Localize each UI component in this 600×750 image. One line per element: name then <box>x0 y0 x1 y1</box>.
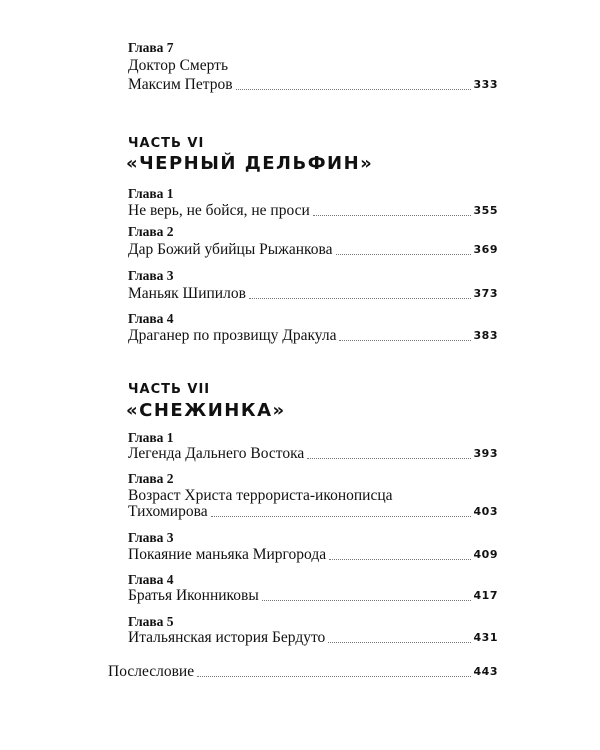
dot-leader <box>197 675 470 677</box>
chapter-title: Итальянская история Бердуто <box>128 629 326 646</box>
chapter-label: Глава 1 <box>128 186 174 201</box>
toc-entry[interactable] <box>128 284 498 304</box>
page-number: 431 <box>473 631 498 644</box>
part-label: ЧАСТЬ VII <box>128 382 211 397</box>
dot-leader <box>262 599 471 601</box>
toc-entry[interactable] <box>128 502 498 522</box>
chapter-title: Маньяк Шипилов <box>128 285 246 302</box>
chapter-title: Легенда Дальнего Востока <box>128 445 305 462</box>
chapter-title: Тихомирова <box>128 503 208 520</box>
chapter-title: Братья Иконниковы <box>128 587 259 604</box>
dot-leader <box>249 297 471 299</box>
page-number: 333 <box>473 78 498 91</box>
dot-leader <box>313 214 471 216</box>
chapter-label: Глава 4 <box>128 572 174 587</box>
dot-leader <box>211 515 471 517</box>
afterword-title: Послесловие <box>108 663 195 680</box>
page-number: 373 <box>473 287 498 300</box>
chapter-title: Драганер по прозвищу Дракула <box>128 327 337 344</box>
page-number: 369 <box>473 243 498 256</box>
toc-entry[interactable] <box>128 628 498 648</box>
toc-entry[interactable] <box>128 75 498 95</box>
page-number: 443 <box>473 665 498 678</box>
toc-entry[interactable] <box>128 586 498 606</box>
toc-entry[interactable] <box>128 444 498 464</box>
chapter-title: Дар Божий убийцы Рыжанкова <box>128 241 333 258</box>
dot-leader <box>329 558 470 560</box>
page-number: 355 <box>473 204 498 217</box>
chapter-title: Не верь, не бойся, не проси <box>128 202 310 219</box>
dot-leader <box>236 88 471 90</box>
chapter-label: Глава 5 <box>128 614 174 629</box>
page-number: 383 <box>473 329 498 342</box>
page-number: 417 <box>473 589 498 602</box>
chapter-label: Глава 2 <box>128 471 174 486</box>
part-title: «ЧЕРНЫЙ ДЕЛЬФИН» <box>126 153 374 174</box>
toc-entry[interactable] <box>128 545 498 565</box>
toc-entry-afterword[interactable] <box>108 662 498 682</box>
chapter-title-line: Возраст Христа террориста-иконописца <box>128 487 393 504</box>
page-number: 403 <box>473 505 498 518</box>
dot-leader <box>339 339 470 341</box>
toc-entry[interactable] <box>128 240 498 260</box>
chapter-label: Глава 1 <box>128 430 174 445</box>
chapter-title: Покаяние маньяка Миргорода <box>128 546 327 563</box>
chapter-label: Глава 2 <box>128 224 174 239</box>
part-label: ЧАСТЬ VI <box>128 136 205 151</box>
toc-entry[interactable] <box>128 326 498 346</box>
dot-leader <box>336 253 471 255</box>
dot-leader <box>328 641 470 643</box>
chapter-title: Максим Петров <box>128 76 233 93</box>
dot-leader <box>307 457 470 459</box>
page-number: 409 <box>473 548 498 561</box>
chapter-label: Глава 3 <box>128 530 174 545</box>
chapter-title-line: Доктор Смерть <box>128 57 229 74</box>
page-number: 393 <box>473 447 498 460</box>
chapter-label: Глава 7 <box>128 40 174 55</box>
chapter-label: Глава 3 <box>128 268 174 283</box>
toc-entry[interactable] <box>128 201 498 221</box>
part-title: «СНЕЖИНКА» <box>126 400 286 421</box>
chapter-label: Глава 4 <box>128 311 174 326</box>
